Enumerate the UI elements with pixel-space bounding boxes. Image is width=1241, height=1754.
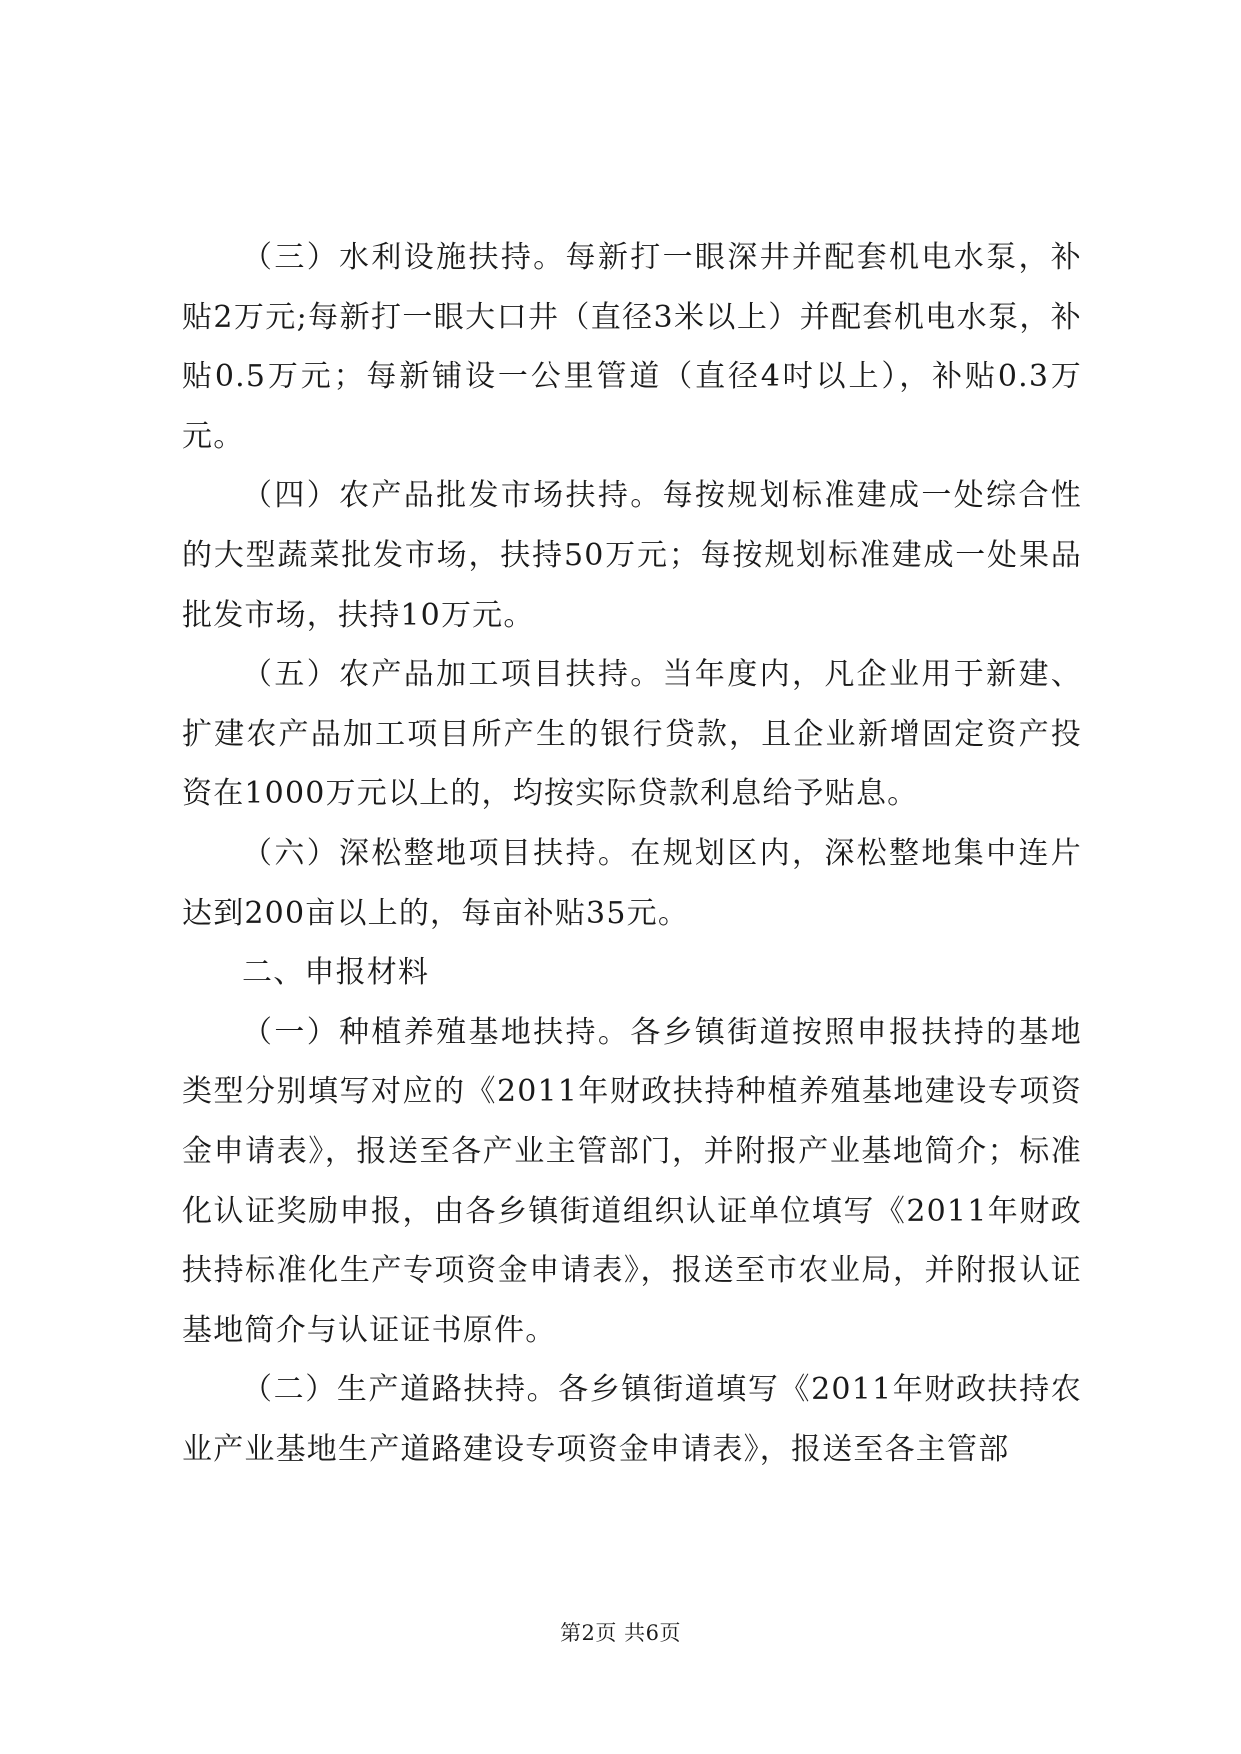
paragraph-water-facilities: （三）水利设施扶持。每新打一眼深井并配套机电水泵，补贴2万元;每新打一眼大口井（直径3米以上）并配套机电水泵，补贴0.5万元；每新铺设一公里管道（直径4吋以上），补贴0.3万元。 [182, 240, 1082, 454]
paragraph-wholesale-market: （四）农产品批发市场扶持。每按规划标准建成一处综合性的大型蔬菜批发市场，扶持50万元；每按规划标准建成一处果品批发市场，扶持10万元。 [182, 478, 1082, 633]
paragraph-production-roads: （二）生产道路扶持。各乡镇街道填写《2011年财政扶持农业产业基地生产道路建设专项资金申请表》，报送至各主管部 [182, 1372, 1082, 1467]
paragraph-processing-projects: （五）农产品加工项目扶持。当年度内，凡企业用于新建、扩建农产品加工项目所产生的银行贷款，且企业新增固定资产投资在1000万元以上的，均按实际贷款利息给予贴息。 [182, 657, 1082, 812]
paragraph-deep-tillage: （六）深松整地项目扶持。在规划区内，深松整地集中连片达到200亩以上的，每亩补贴35元。 [182, 835, 1082, 931]
body-text [182, 228, 1082, 1479]
paragraph-planting-breeding-bases: （一）种植养殖基地扶持。各乡镇街道按照申报扶持的基地类型分别填写对应的《2011年财政扶持种植养殖基地建设专项资金申请表》，报送至各产业主管部门，并附报产业基地简介；标准化认证奖励申报，由各乡镇街道组织认证单位填写《2011年财政扶持标准化生产专项资金申请表》，报送至市农业局，并附报认证基地简介与认证证书原件。 [182, 1014, 1082, 1348]
section-heading-application-materials: 二、申报材料 [242, 955, 430, 991]
page-number-footer: 第2页 共6页 [560, 1621, 681, 1645]
